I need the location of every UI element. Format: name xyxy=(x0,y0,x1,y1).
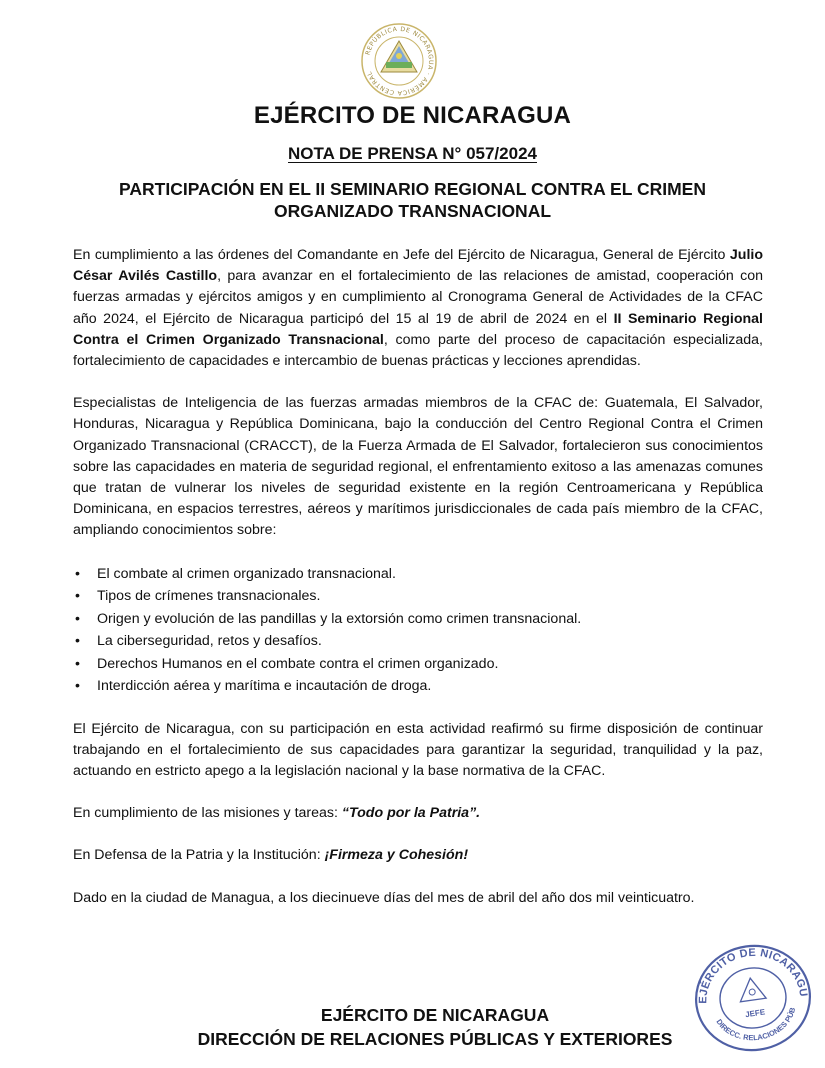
press-release-number-text: NOTA DE PRENSA N° 057/2024 xyxy=(288,144,537,163)
bullet-icon: • xyxy=(75,678,80,695)
paragraph-3: El Ejército de Nicaragua, con su participación en esta actividad reafirmó su firme disposición de continuar trabajando en el fortalecimiento de sus capacidades para garantizar la seguridad, tranquilidad y la paz, actuando en estricto apego a la legislación nacional y la base normativa de la CFAC. xyxy=(73,720,763,780)
bullet-icon: • xyxy=(75,565,80,582)
press-release-headline: PARTICIPACIÓN EN EL II SEMINARIO REGIONAL CONTRA EL CRIMEN ORGANIZADO TRANSNACIONAL xyxy=(119,179,706,221)
svg-text:JEFE: JEFE xyxy=(744,1007,766,1020)
list-item-text: Interdicción aérea y marítima e incautación de droga. xyxy=(97,678,432,695)
list-item-text: La ciberseguridad, retos y desafíos. xyxy=(97,633,322,650)
bullet-icon: • xyxy=(75,655,80,672)
motto-todo-por-la-patria: “Todo por la Patria”. xyxy=(341,805,481,822)
list-item xyxy=(73,630,763,653)
official-stamp xyxy=(690,942,814,1054)
svg-text:DIRECC. RELACIONES PÚBLICAS: DIRECC. RELACIONES PÚBLICAS xyxy=(714,1006,798,1043)
paragraph-4 xyxy=(73,803,763,824)
svg-text:EJÉRCITO DE NICARAGUA: EJÉRCITO DE NICARAGUA xyxy=(697,946,810,1004)
paragraph-5-text: En Defensa de la Patria y la Institución: xyxy=(73,847,325,864)
list-item-text: Origen y evolución de las pandillas y la extorsión como crimen transnacional. xyxy=(97,610,582,627)
paragraph-6: Dado en la ciudad de Managua, a los diecinueve días del mes de abril del año dos mil veinticuatro. xyxy=(73,889,695,906)
list-item-text: El combate al crimen organizado transnacional. xyxy=(97,565,396,582)
bullet-icon: • xyxy=(75,633,80,650)
list-item-text: Derechos Humanos en el combate contra el crimen organizado. xyxy=(97,655,499,672)
paragraph-4-text: En cumplimiento de las misiones y tareas: xyxy=(73,805,342,822)
paragraph-1-text-a: En cumplimiento a las órdenes del Comandante en Jefe del Ejército de Nicaragua, General de Ejército xyxy=(73,247,730,263)
nicaragua-coat-of-arms-seal xyxy=(360,22,438,100)
paragraph-1-text-e: , como parte del proceso de capacitación especializada, fortalecimiento de capacidades e intercambio de buenas prácticas y lecciones aprendidas. xyxy=(73,331,763,370)
motto-firmeza-y-cohesion: ¡Firmeza y Cohesión! xyxy=(324,847,469,864)
signature-department: DIRECCIÓN DE RELACIONES PÚBLICAS Y EXTERIORES xyxy=(197,1029,673,1049)
topics-list xyxy=(73,563,763,698)
paragraph-2: Especialistas de Inteligencia de las fuerzas armadas miembros de la CFAC de: Guatemala, El Salvador, Honduras, Nicaragua y República Dominicana, bajo la conducción del Centro Regional Contra el Crimen Organizado Transnacional (CRACCT), de la Fuerza Armada de El Salvador, fortalecieron sus conocimientos sobre las capacidades en materia de seguridad regional, el enfrentamiento exitoso a las amenazas comunes que tratan de vulnerar los niveles de seguridad existente en la región Centroamericana y República Dominicana, en espacios terrestres, aéreos y marítimos jurisdiccionales de cada país miembro de la CFAC, ampliando conocimientos sobre: xyxy=(73,395,763,539)
list-item xyxy=(73,608,763,631)
bullet-icon: • xyxy=(75,588,80,605)
paragraph-1-text-c: , para avanzar en el fortalecimiento de las relaciones de amistad, cooperación con fuerzas armadas y ejércitos amigos y en cumplimiento al Cronograma General de Actividades de la CFAC año 2024, el Ejército de Nicaragua participó del 15 al 19 de abril de 2024 en el xyxy=(73,268,763,327)
press-release-number xyxy=(0,144,825,164)
seminar-name: II Seminario Regional Contra el Crimen Organizado Transnacional xyxy=(73,310,763,348)
commander-name: Julio César Avilés Castillo xyxy=(73,247,763,285)
paragraph-5 xyxy=(73,845,763,866)
paragraph-1 xyxy=(73,245,763,372)
signature-org: EJÉRCITO DE NICARAGUA xyxy=(320,1005,550,1025)
list-item xyxy=(73,653,763,676)
organization-title: EJÉRCITO DE NICARAGUA xyxy=(253,102,572,129)
list-item xyxy=(73,675,763,698)
bullet-icon: • xyxy=(75,610,80,627)
press-release-body xyxy=(73,245,763,930)
svg-text:REPÚBLICA DE NICARAGUA · AMÉRI: REPÚBLICA DE NICARAGUA · AMÉRICA CENTRAL xyxy=(364,25,435,97)
list-item xyxy=(73,563,763,586)
list-item-text: Tipos de crímenes transnacionales. xyxy=(97,588,321,605)
list-item xyxy=(73,585,763,608)
